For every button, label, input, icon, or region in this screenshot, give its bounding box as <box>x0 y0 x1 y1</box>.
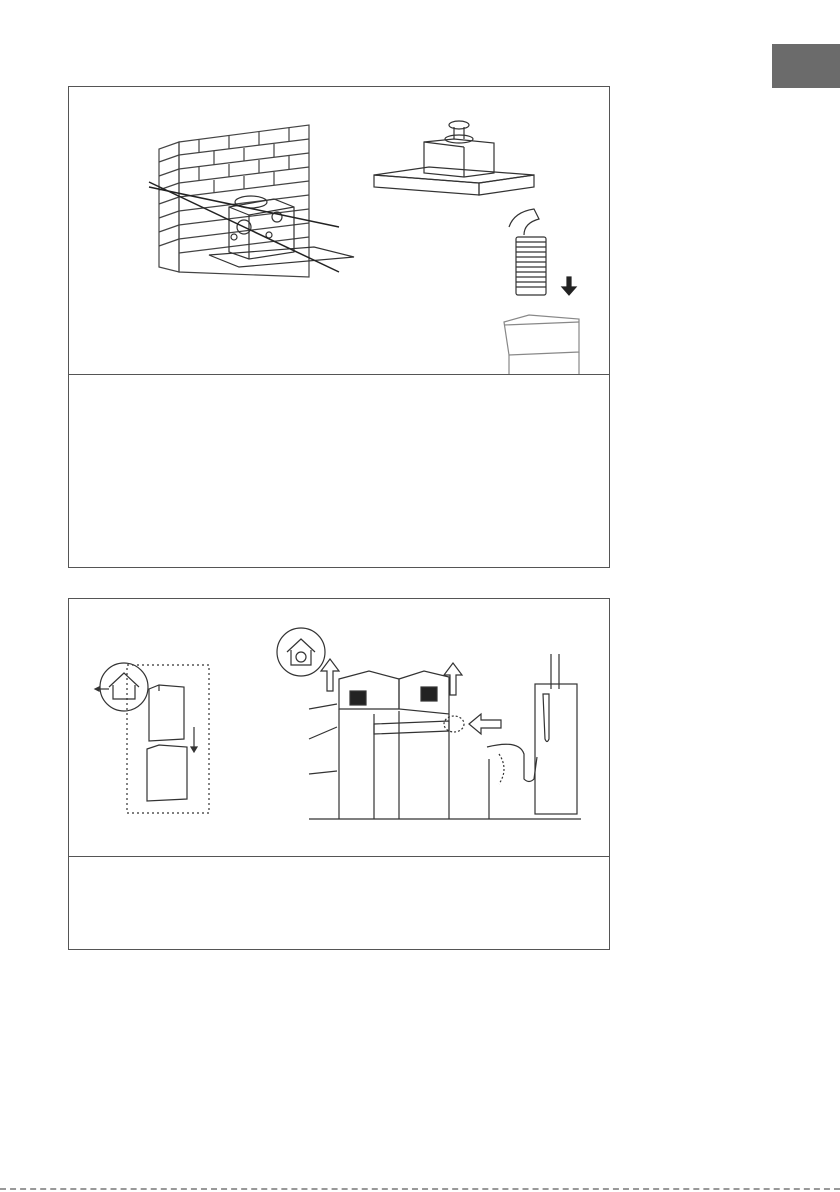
duct-installation-illustration <box>69 87 609 374</box>
exhaust-mode-icon <box>95 663 148 711</box>
chimney-cover-illustration <box>69 599 609 856</box>
chimney-body <box>309 671 464 819</box>
hood-top-box <box>504 315 579 374</box>
motor-box <box>209 196 354 267</box>
bracket-detail <box>487 654 577 819</box>
panel-divider <box>69 856 609 857</box>
up-arrow-icon <box>321 659 339 691</box>
panel-divider <box>69 374 609 375</box>
left-arrow-icon <box>469 714 501 734</box>
up-arrow-icon <box>444 663 462 695</box>
down-arrow-icon <box>562 277 576 295</box>
panel-1-caption <box>69 376 609 566</box>
panel-2-caption <box>69 858 609 948</box>
figure-panel-1 <box>68 86 610 568</box>
language-tab <box>772 44 840 88</box>
chimney-covers <box>147 685 197 801</box>
recirculation-mode-icon <box>277 628 325 676</box>
flexible-duct <box>509 209 546 295</box>
figure-panel-2 <box>68 598 610 950</box>
page-footer-rule <box>0 1188 840 1190</box>
cooker-hood <box>374 121 534 195</box>
